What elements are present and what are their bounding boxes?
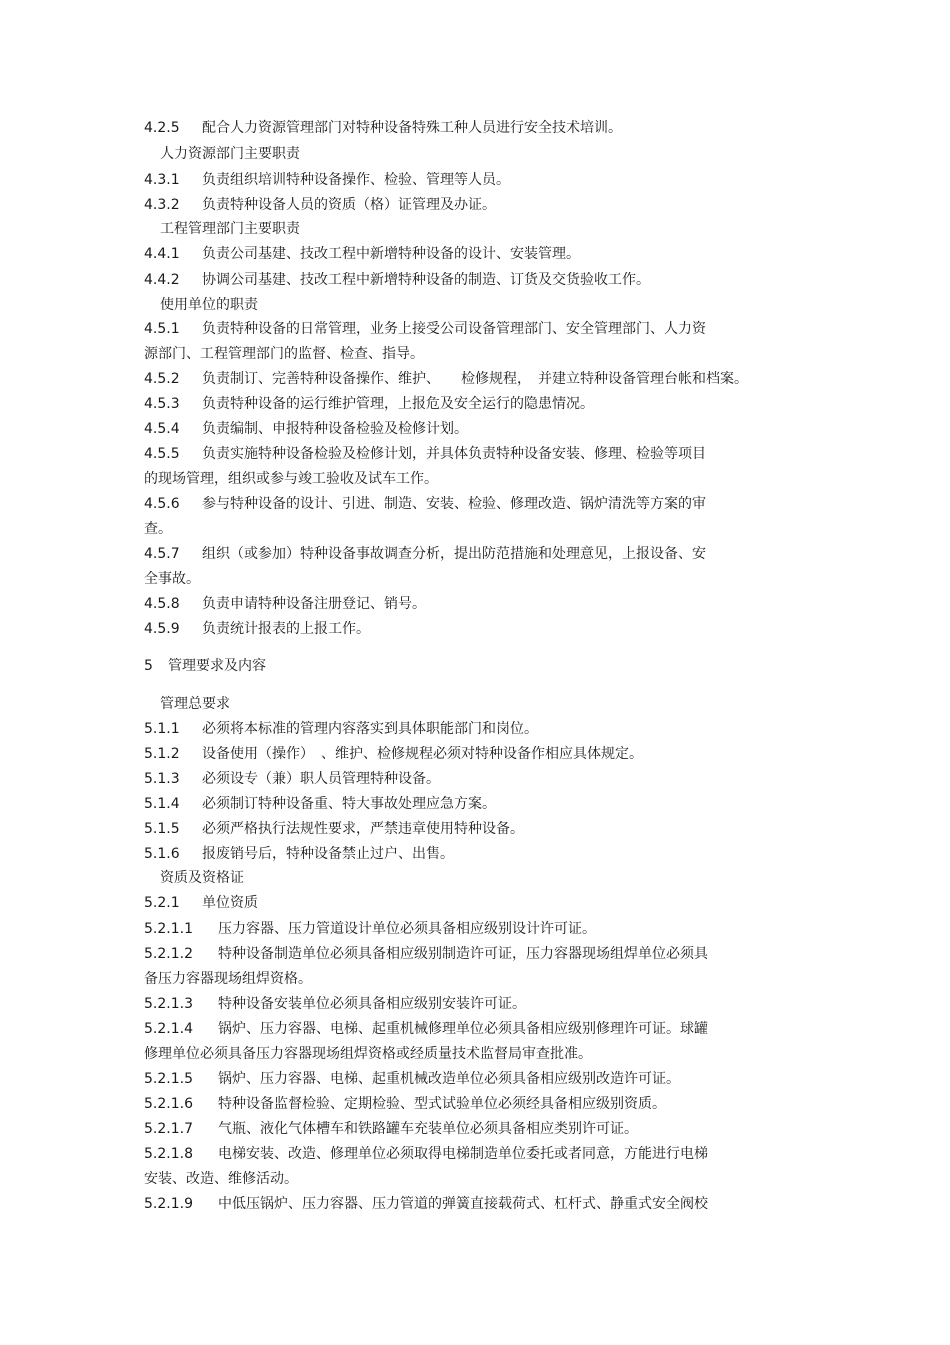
clause-5-2-1-2 <box>144 945 708 963</box>
clause-4-2-5 <box>144 119 622 137</box>
clause-text: 中低压锅炉、压力容器、压力管道的弹簧直接载荷式、杠杆式、静重式安全阀校 <box>218 1196 708 1212</box>
clause-number: 4.3.1 <box>144 172 180 188</box>
clause-4-5-6 <box>144 495 706 513</box>
clause-text: 锅炉、压力容器、电梯、起重机械改造单位必须具备相应级别改造许可证。 <box>218 1071 680 1087</box>
clause-5-1-3 <box>144 770 440 788</box>
clause-4-5-4 <box>144 420 468 438</box>
clause-text: 负责制订、完善特种设备操作、维护、 检修规程， 并建立特种设备管理台帐和档案。 <box>202 371 748 387</box>
clause-5-1-6 <box>144 845 454 863</box>
clause-text: 必须将本标准的管理内容落实到具体职能部门和岗位。 <box>202 721 538 737</box>
heading-5-2: 资质及资格证 <box>160 870 244 886</box>
clause-4-5-8 <box>144 595 426 613</box>
clause-number: 5.2.1.9 <box>144 1196 193 1212</box>
section-number: 5 <box>144 658 153 674</box>
clause-5-2-1 <box>144 894 258 912</box>
clause-text: 报废销号后，特种设备禁止过户、出售。 <box>202 846 454 862</box>
clause-number: 5.2.1.8 <box>144 1146 193 1162</box>
clause-number: 5.2.1.1 <box>144 921 193 937</box>
clause-text: 必须设专（兼）职人员管理特种设备。 <box>202 771 440 787</box>
clause-number: 5.2.1.4 <box>144 1021 193 1037</box>
clause-number: 4.2.5 <box>144 120 180 136</box>
clause-4-3-2 <box>144 196 496 214</box>
clause-number: 4.5.3 <box>144 396 180 412</box>
clause-4-5-1-cont: 源部门、工程管理部门的监督、检查、指导。 <box>144 346 424 362</box>
clause-number: 5.2.1.7 <box>144 1121 193 1137</box>
clause-4-3-1 <box>144 171 510 189</box>
clause-text: 负责实施特种设备检验及检修计划，并具体负责特种设备安装、修理、检验等项目 <box>202 446 706 462</box>
clause-number: 5.2.1.6 <box>144 1096 193 1112</box>
clause-number: 5.2.1.2 <box>144 946 193 962</box>
clause-text: 必须制订特种设备重、特大事故处理应急方案。 <box>202 796 496 812</box>
heading-5-1: 管理总要求 <box>160 696 230 712</box>
clause-5-2-1-4 <box>144 1020 708 1038</box>
clause-number: 5.2.1.3 <box>144 996 193 1012</box>
clause-text: 负责申请特种设备注册登记、销号。 <box>202 596 426 612</box>
clause-5-2-1-8-cont: 安装、改造、维修活动。 <box>144 1171 298 1187</box>
heading-4-4: 工程管理部门主要职责 <box>160 221 300 237</box>
clause-number: 4.5.2 <box>144 371 180 387</box>
clause-text: 配合人力资源管理部门对特种设备特殊工种人员进行安全技术培训。 <box>202 120 622 136</box>
heading-5 <box>144 657 266 675</box>
clause-5-1-1 <box>144 720 538 738</box>
clause-5-2-1-9 <box>144 1195 708 1213</box>
clause-4-5-7 <box>144 545 706 563</box>
clause-text: 负责特种设备的运行维护管理，上报危及安全运行的隐患情况。 <box>202 396 594 412</box>
clause-text: 单位资质 <box>202 895 258 911</box>
clause-number: 5.1.4 <box>144 796 180 812</box>
clause-4-5-5 <box>144 445 706 463</box>
clause-number: 5.1.3 <box>144 771 180 787</box>
clause-5-2-1-5 <box>144 1070 680 1088</box>
clause-number: 4.5.5 <box>144 446 180 462</box>
heading-4-3: 人力资源部门主要职责 <box>160 146 300 162</box>
clause-5-1-5 <box>144 820 524 838</box>
heading-4-5: 使用单位的职责 <box>160 297 258 313</box>
clause-number: 4.3.2 <box>144 197 180 213</box>
clause-text: 负责公司基建、技改工程中新增特种设备的设计、安装管理。 <box>202 246 580 262</box>
clause-5-2-1-8 <box>144 1145 708 1163</box>
clause-4-5-5-cont: 的现场管理，组织或参与竣工验收及试车工作。 <box>144 471 438 487</box>
clause-5-2-1-2-cont: 备压力容器现场组焊资格。 <box>144 971 312 987</box>
clause-5-2-1-1 <box>144 920 596 938</box>
clause-number: 5.1.2 <box>144 746 180 762</box>
clause-number: 5.1.6 <box>144 846 180 862</box>
clause-text: 协调公司基建、技改工程中新增特种设备的制造、订货及交货验收工作。 <box>202 272 650 288</box>
clause-5-2-1-3 <box>144 995 526 1013</box>
clause-5-2-1-6 <box>144 1095 666 1113</box>
clause-number: 4.4.1 <box>144 246 180 262</box>
clause-4-5-2 <box>144 370 748 388</box>
clause-5-2-1-4-cont: 修理单位必须具备压力容器现场组焊资格或经质量技术监督局审查批准。 <box>144 1046 592 1062</box>
clause-number: 5.1.1 <box>144 721 180 737</box>
clause-5-1-2 <box>144 745 643 763</box>
clause-text: 锅炉、压力容器、电梯、起重机械修理单位必须具备相应级别修理许可证。球罐 <box>218 1021 708 1037</box>
clause-text: 负责统计报表的上报工作。 <box>202 621 370 637</box>
section-title: 管理要求及内容 <box>168 658 266 674</box>
clause-text: 压力容器、压力管道设计单位必须具备相应级别设计许可证。 <box>218 921 596 937</box>
clause-text: 电梯安装、改造、修理单位必须取得电梯制造单位委托或者同意，方能进行电梯 <box>218 1146 708 1162</box>
clause-number: 4.4.2 <box>144 272 180 288</box>
clause-text: 气瓶、液化气体槽车和铁路罐车充装单位必须具备相应类别许可证。 <box>218 1121 638 1137</box>
clause-number: 4.5.1 <box>144 321 180 337</box>
clause-4-4-2 <box>144 271 650 289</box>
clause-4-4-1 <box>144 245 580 263</box>
clause-text: 特种设备监督检验、定期检验、型式试验单位必须经具备相应级别资质。 <box>218 1096 666 1112</box>
clause-text: 特种设备制造单位必须具备相应级别制造许可证，压力容器现场组焊单位必须具 <box>218 946 708 962</box>
clause-text: 必须严格执行法规性要求，严禁违章使用特种设备。 <box>202 821 524 837</box>
clause-number: 4.5.4 <box>144 421 180 437</box>
clause-text: 负责特种设备人员的资质（格）证管理及办证。 <box>202 197 496 213</box>
clause-number: 4.5.6 <box>144 496 180 512</box>
clause-5-1-4 <box>144 795 496 813</box>
clause-4-5-1 <box>144 320 706 338</box>
clause-4-5-9 <box>144 620 370 638</box>
clause-number: 5.2.1.5 <box>144 1071 193 1087</box>
clause-4-5-6-cont: 查。 <box>144 521 172 537</box>
clause-text: 参与特种设备的设计、引进、制造、安装、检验、修理改造、锅炉清洗等方案的审 <box>202 496 706 512</box>
clause-text: 组织（或参加）特种设备事故调查分析，提出防范措施和处理意见，上报设备、安 <box>202 546 706 562</box>
clause-text: 特种设备安装单位必须具备相应级别安装许可证。 <box>218 996 526 1012</box>
clause-4-5-3 <box>144 395 594 413</box>
clause-text: 负责组织培训特种设备操作、检验、管理等人员。 <box>202 172 510 188</box>
clause-text: 负责编制、申报特种设备检验及检修计划。 <box>202 421 468 437</box>
clause-text: 负责特种设备的日常管理，业务上接受公司设备管理部门、安全管理部门、人力资 <box>202 321 706 337</box>
clause-4-5-7-cont: 全事故。 <box>144 571 200 587</box>
clause-number: 4.5.7 <box>144 546 180 562</box>
clause-5-2-1-7 <box>144 1120 638 1138</box>
clause-text: 设备使用（操作） 、维护、检修规程必须对特种设备作相应具体规定。 <box>202 746 643 762</box>
clause-number: 4.5.8 <box>144 596 180 612</box>
clause-number: 5.2.1 <box>144 895 180 911</box>
clause-number: 4.5.9 <box>144 621 180 637</box>
clause-number: 5.1.5 <box>144 821 180 837</box>
